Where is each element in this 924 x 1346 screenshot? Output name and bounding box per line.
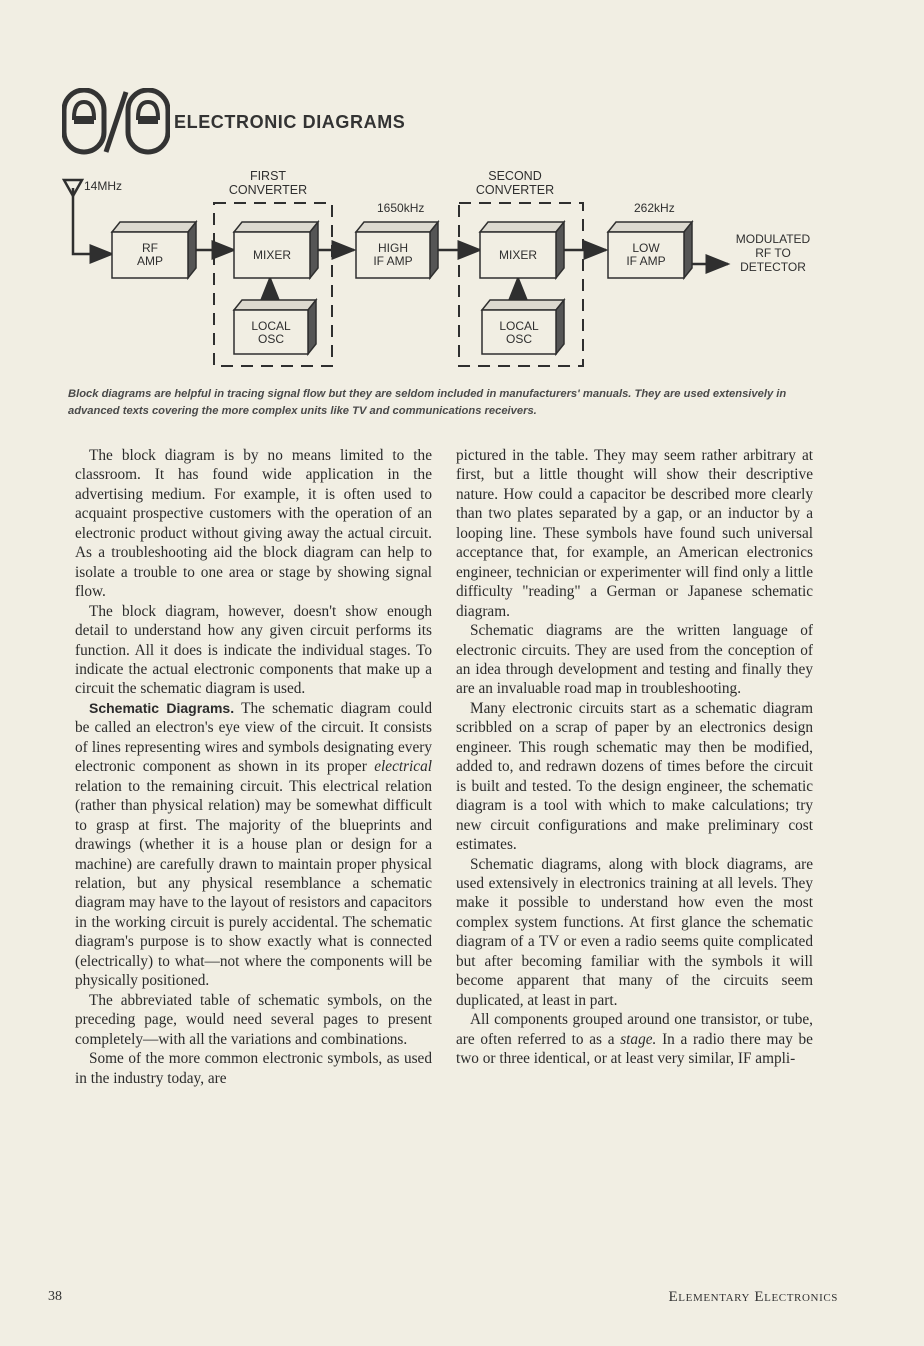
low-if-amp-label-line2: IF AMP (626, 254, 666, 268)
second-converter-label-line2: CONVERTER (475, 183, 555, 197)
subheading-schematic-diagrams: Schematic Diagrams. (89, 699, 235, 716)
paragraph: The block diagram is by no means limited to the classroom. It has found wide application in the advertising medium. For example, it is often used to acquaint prospective customers with the operation of an electronic product without giving away the actual circuit. As a troubleshooting aid the block diagram can help to isolate a trouble to one area or stage by showing signal flow. (75, 447, 432, 601)
rf-amp-label-line2: AMP (136, 254, 164, 268)
output-label-line1: MODULATED (735, 232, 811, 246)
local-osc-1-block (234, 300, 316, 354)
low-if-amp-block (608, 222, 692, 278)
input-frequency-label: 14MHz (84, 179, 123, 193)
low-if-amp-label-line1: LOW (632, 241, 660, 255)
paragraph: All components grouped around one transistor, or tube, are often referred to as a stage. In a radio there may be two or three identical, or at least very similar, IF ampli- (456, 1011, 813, 1068)
local-osc-1-label-line2: OSC (257, 332, 285, 346)
running-title: Elementary Electronics (668, 1289, 838, 1305)
frequency-1650khz: 1650kHz (377, 201, 425, 215)
block-diagram (0, 0, 924, 420)
mixer-2-block (480, 222, 564, 278)
high-if-amp-label-line2: IF AMP (373, 254, 413, 268)
paragraph: pictured in the table. They may seem rather arbitrary at first, but a little thought will show their descriptive nature. How could a capacitor be described more clearly than two plates separated by a gap, or an inductor by a looping line. These symbols have found such universal acceptance that, for example, an American electronics engineer, technician or experimenter will find only a little difficulty "reading" a German or Japanese schematic diagram. (456, 447, 813, 620)
second-converter-label-line1: SECOND (488, 169, 542, 183)
first-converter-label-line2: CONVERTER (228, 183, 308, 197)
local-osc-1-label-line1: LOCAL (251, 319, 291, 333)
rf-amp-label-line1: RF (142, 241, 158, 255)
local-osc-2-label-line2: OSC (505, 332, 533, 346)
mixer-1-block (234, 222, 318, 278)
paragraph: Some of the more common electronic symbols, as used in the industry today, are (75, 1050, 432, 1087)
paragraph: Schematic diagrams, along with block diagrams, are used extensively in electronics training at all levels. They make it possible to understand how even the most complex system functions. At first glance the schematic diagram of a TV or even a radio seems quite complicated but after becoming familiar with the symbols it will become apparent that many of the circuits seem duplicated, at least in part. (456, 855, 813, 1009)
page-number: 38 (48, 1289, 62, 1304)
section-title: ELECTRONIC DIAGRAMS (174, 111, 406, 132)
local-osc-2-block (482, 300, 564, 354)
paragraph: The abbreviated table of schematic symbols, on the preceding page, would need several pages to present completely—with all the variations and combinations. (75, 991, 432, 1048)
mixer-1-label: MIXER (252, 248, 292, 262)
output-label-line2: RF TO (755, 246, 791, 260)
first-converter-label-line1: FIRST (249, 169, 287, 183)
body-column-left (75, 446, 432, 1088)
paragraph: Many electronic circuits start as a schematic diagram scribbled on a scrap of paper by an electronics design engineer. This rough schematic may then be modified, added to, and redrawn dozens of times before the circuit is built and tested. To the design engineer, the schematic diagram is a tool with which to make calculations; try new circuit configurations and make preliminary cost estimates. (456, 699, 813, 854)
high-if-amp-label-line1: HIGH (378, 241, 408, 255)
paragraph: The block diagram, however, doesn't show enough detail to understand how any given circuit performs its function. All it does is indicate the individual stages. To indicate the actual electronic components that make up a circuit the schematic diagram is used. (75, 602, 432, 698)
frequency-262khz: 262kHz (634, 201, 675, 215)
rf-amp-block (112, 222, 196, 278)
local-osc-2-label-line1: LOCAL (499, 319, 539, 333)
paragraph: Schematic Diagrams. The schematic diagram could be called an electron's eye view of the circuit. It consists of lines representing wires and symbols designating every electronic component as shown in its proper electrical relation to the remaining circuit. This electrical relation (rather than physical relation) may be somewhat difficult to grasp at first. The majority of the blueprints and drawings (whether it is a house plan or design for a machine) are carefully drawn to maintain proper physical relation, but any physical resemblance a schematic diagram may have to the layout of resistors and capacitors in the working circuit is purely accidental. The schematic diagram's purpose is to show exactly what is connected (electrically) to what—not where the components will be physically positioned. (75, 699, 433, 990)
output-label-line3: DETECTOR (740, 260, 806, 274)
paragraph: Schematic diagrams are the written language of electronic circuits. They are used from the conception of an idea through development and testing and finally they are an invaluable road map in troubleshooting. (456, 622, 813, 698)
figure-caption: Block diagrams are helpful in tracing signal flow but they are seldom included in manufacturers' manuals. They are used extensively in advanced texts covering the more complex units like TV and communications receivers. (68, 388, 787, 417)
antenna-icon (64, 180, 82, 252)
body-column-right (456, 446, 813, 1069)
mixer-2-label: MIXER (498, 248, 538, 262)
high-if-amp-block (356, 222, 438, 278)
